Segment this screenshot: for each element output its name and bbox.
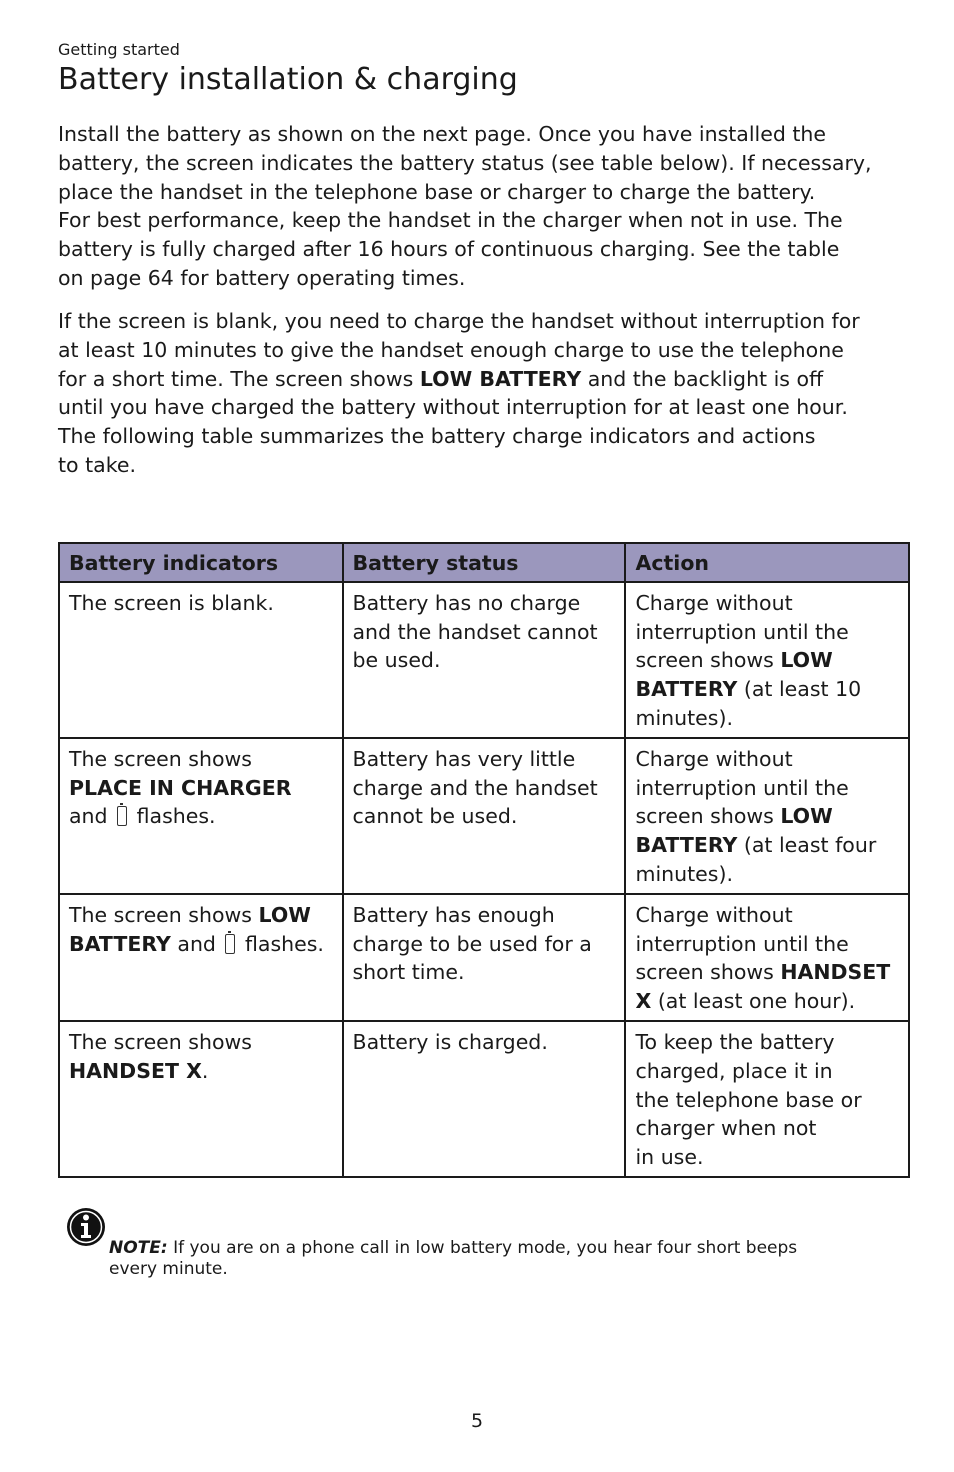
text-line: Install the battery as shown on the next page. Once you have installed the bbox=[58, 122, 827, 146]
text-line: battery, the screen indicates the battery status (see table below). If necessary, bbox=[58, 150, 872, 175]
status-cell: Battery has very little charge and the handset cannot be used. bbox=[343, 738, 626, 894]
table-row bbox=[59, 894, 909, 1021]
table-row bbox=[59, 738, 909, 894]
section-label: Getting started bbox=[58, 40, 180, 59]
text-line: For best performance, keep the handset in the charger when not in use. The bbox=[58, 208, 843, 233]
indicator-cell: The screen shows PLACE IN CHARGER and flashes. bbox=[59, 738, 343, 894]
indicator-cell: The screen is blank. bbox=[59, 582, 343, 738]
action-cell: Charge without interruption until the screen shows HANDSET X (at least one hour). bbox=[625, 894, 909, 1021]
indicator-cell: The screen shows HANDSET X. bbox=[59, 1021, 343, 1177]
action-cell: Charge without interruption until the screen shows LOW BATTERY (at least 10 minutes). bbox=[625, 582, 909, 738]
status-cell: Battery is charged. bbox=[343, 1021, 626, 1177]
header-battery-indicators: Battery indicators bbox=[59, 543, 343, 582]
status-cell: Battery has no charge and the handset cannot be used. bbox=[343, 582, 626, 738]
text-line: at least 10 minutes to give the handset enough charge to use the telephone bbox=[58, 337, 844, 362]
text-line: battery is fully charged after 16 hours of continuous charging. See the table bbox=[58, 237, 840, 262]
table-row bbox=[59, 1021, 909, 1177]
intro-paragraph-1 bbox=[58, 120, 918, 293]
note-text: NOTE: If you are on a phone call in low battery mode, you hear four short beeps every minute. bbox=[109, 1238, 798, 1279]
text-line: to take. bbox=[58, 452, 136, 477]
intro-paragraph-2 bbox=[58, 307, 918, 480]
action-cell: To keep the battery charged, place it in the telephone base or charger when not in use. bbox=[625, 1021, 909, 1177]
note-label: NOTE: bbox=[109, 1238, 168, 1258]
text-line: The following table summarizes the battery charge indicators and actions bbox=[58, 424, 816, 449]
header-action: Action bbox=[625, 543, 909, 582]
indicator-cell: The screen shows LOW BATTERY and flashes. bbox=[59, 894, 343, 1021]
text-line: on page 64 for battery operating times. bbox=[58, 265, 466, 290]
battery-empty-icon bbox=[225, 934, 235, 954]
info-icon bbox=[66, 1207, 106, 1247]
battery-indicator-table bbox=[58, 542, 910, 1178]
status-cell: Battery has enough charge to be used for a short time. bbox=[343, 894, 626, 1021]
battery-empty-icon bbox=[117, 806, 127, 826]
table-row bbox=[59, 582, 909, 738]
page-number: 5 bbox=[470, 1410, 484, 1432]
text-line: If the screen is blank, you need to charge the handset without interruption for bbox=[58, 309, 860, 333]
table-header-row bbox=[59, 543, 909, 582]
text-line: place the handset in the telephone base or charger to charge the battery. bbox=[58, 179, 816, 204]
low-battery-term: LOW BATTERY bbox=[419, 366, 582, 391]
page-title: Battery installation & charging bbox=[58, 62, 518, 97]
header-battery-status: Battery status bbox=[343, 543, 626, 582]
action-cell: Charge without interruption until the screen shows LOW BATTERY (at least four minutes). bbox=[625, 738, 909, 894]
text-line: for a short time. The screen shows LOW BATTERY and the backlight is off bbox=[58, 366, 824, 391]
text-line: until you have charged the battery without interruption for at least one hour. bbox=[58, 395, 848, 420]
